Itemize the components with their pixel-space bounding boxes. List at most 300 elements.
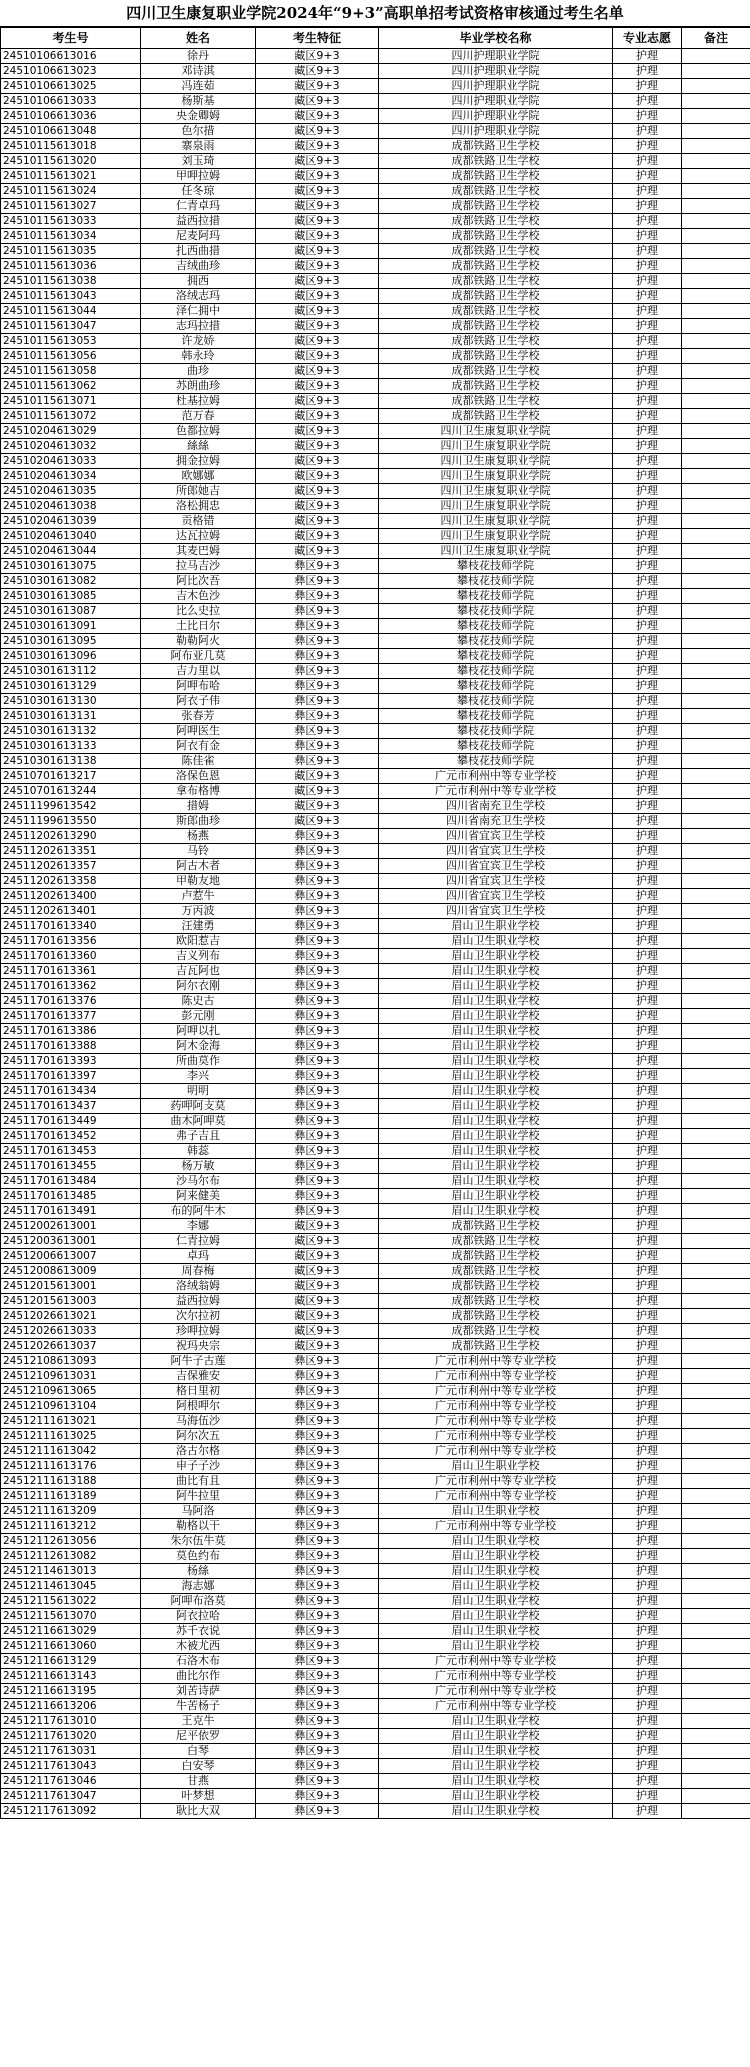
cell-exam-id: 24510115613058 [1, 364, 141, 379]
cell-school: 眉山卫生职业学校 [379, 1069, 613, 1084]
cell-feature: 彝区9+3 [256, 1054, 379, 1069]
cell-name: 扎西曲措 [141, 244, 256, 259]
cell-major: 护理 [613, 589, 682, 604]
table-row [1, 679, 750, 694]
cell-exam-id: 24511701613388 [1, 1039, 141, 1054]
cell-exam-id: 24510204613029 [1, 424, 141, 439]
cell-exam-id: 24511701613360 [1, 949, 141, 964]
cell-exam-id: 24510115613072 [1, 409, 141, 424]
cell-exam-id: 24510106613025 [1, 79, 141, 94]
cell-name: 拥金拉姆 [141, 454, 256, 469]
cell-school: 四川护理职业学院 [379, 49, 613, 64]
cell-major: 护理 [613, 619, 682, 634]
cell-school: 攀枝花技师学院 [379, 559, 613, 574]
cell-major: 护理 [613, 859, 682, 874]
cell-name: 莫色约布 [141, 1549, 256, 1564]
cell-major: 护理 [613, 394, 682, 409]
cell-name: 牛苦杨子 [141, 1699, 256, 1714]
cell-remark [682, 1159, 750, 1174]
table-row [1, 484, 750, 499]
cell-remark [682, 274, 750, 289]
cell-feature: 彝区9+3 [256, 664, 379, 679]
cell-major: 护理 [613, 1414, 682, 1429]
cell-major: 护理 [613, 1144, 682, 1159]
cell-major: 护理 [613, 874, 682, 889]
cell-remark [682, 1384, 750, 1399]
cell-remark [682, 1504, 750, 1519]
cell-school: 四川护理职业学院 [379, 64, 613, 79]
cell-exam-id: 24510701613217 [1, 769, 141, 784]
table-row [1, 1804, 750, 1819]
table-row [1, 49, 750, 64]
table-row [1, 244, 750, 259]
cell-feature: 彝区9+3 [256, 694, 379, 709]
cell-name: 阿根呷尔 [141, 1399, 256, 1414]
cell-school: 成都铁路卫生学校 [379, 1294, 613, 1309]
cell-major: 护理 [613, 484, 682, 499]
cell-school: 眉山卫生职业学校 [379, 1744, 613, 1759]
cell-name: 杨万敏 [141, 1159, 256, 1174]
table-row [1, 289, 750, 304]
cell-name: 曲木阿呷莫 [141, 1114, 256, 1129]
cell-name: 阿尔衣刚 [141, 979, 256, 994]
cell-name: 阿木金海 [141, 1039, 256, 1054]
cell-exam-id: 24512114613013 [1, 1564, 141, 1579]
cell-school: 四川护理职业学院 [379, 124, 613, 139]
cell-name: 色都拉姆 [141, 424, 256, 439]
cell-remark [682, 1069, 750, 1084]
table-row [1, 1099, 750, 1114]
cell-major: 护理 [613, 334, 682, 349]
table-row [1, 1174, 750, 1189]
cell-feature: 彝区9+3 [256, 1204, 379, 1219]
cell-major: 护理 [613, 1054, 682, 1069]
cell-exam-id: 24512112613082 [1, 1549, 141, 1564]
table-row [1, 859, 750, 874]
table-row [1, 1789, 750, 1804]
cell-school: 成都铁路卫生学校 [379, 169, 613, 184]
table-row [1, 1129, 750, 1144]
cell-school: 成都铁路卫生学校 [379, 184, 613, 199]
cell-name: 甲勒友地 [141, 874, 256, 889]
cell-school: 四川卫生康复职业学院 [379, 544, 613, 559]
table-row [1, 394, 750, 409]
cell-name: 阿古木者 [141, 859, 256, 874]
cell-exam-id: 24512026613037 [1, 1339, 141, 1354]
cell-name: 刘苦诗萨 [141, 1684, 256, 1699]
table-row [1, 79, 750, 94]
cell-name: 卓玛 [141, 1249, 256, 1264]
cell-feature: 彝区9+3 [256, 829, 379, 844]
cell-major: 护理 [613, 979, 682, 994]
table-row [1, 229, 750, 244]
table-row [1, 1249, 750, 1264]
cell-name: 阿尔次五 [141, 1429, 256, 1444]
cell-exam-id: 24511701613362 [1, 979, 141, 994]
cell-feature: 藏区9+3 [256, 229, 379, 244]
cell-feature: 藏区9+3 [256, 169, 379, 184]
cell-feature: 彝区9+3 [256, 1489, 379, 1504]
cell-school: 广元市利州中等专业学校 [379, 1654, 613, 1669]
cell-feature: 彝区9+3 [256, 859, 379, 874]
table-row [1, 604, 750, 619]
cell-feature: 藏区9+3 [256, 409, 379, 424]
cell-feature: 彝区9+3 [256, 904, 379, 919]
cell-exam-id: 24510115613071 [1, 394, 141, 409]
cell-school: 眉山卫生职业学校 [379, 1144, 613, 1159]
cell-feature: 彝区9+3 [256, 1084, 379, 1099]
cell-major: 护理 [613, 649, 682, 664]
cell-school: 广元市利州中等专业学校 [379, 1699, 613, 1714]
cell-feature: 藏区9+3 [256, 259, 379, 274]
cell-remark [682, 1114, 750, 1129]
cell-feature: 藏区9+3 [256, 1264, 379, 1279]
cell-school: 眉山卫生职业学校 [379, 1594, 613, 1609]
table-row [1, 199, 750, 214]
table-row [1, 994, 750, 1009]
cell-major: 护理 [613, 409, 682, 424]
cell-remark [682, 964, 750, 979]
cell-remark [682, 934, 750, 949]
cell-remark [682, 364, 750, 379]
table-row [1, 529, 750, 544]
table-row [1, 1654, 750, 1669]
cell-feature: 彝区9+3 [256, 1639, 379, 1654]
cell-exam-id: 24511202613400 [1, 889, 141, 904]
cell-name: 白琴 [141, 1744, 256, 1759]
cell-school: 四川省宜宾卫生学校 [379, 859, 613, 874]
cell-school: 眉山卫生职业学校 [379, 949, 613, 964]
cell-remark [682, 559, 750, 574]
cell-name: 仁青拉姆 [141, 1234, 256, 1249]
header-major: 专业志愿 [613, 28, 682, 49]
table-row [1, 619, 750, 634]
cell-feature: 彝区9+3 [256, 1624, 379, 1639]
cell-school: 四川省宜宾卫生学校 [379, 889, 613, 904]
table-row [1, 889, 750, 904]
cell-name: 马铃 [141, 844, 256, 859]
cell-school: 攀枝花技师学院 [379, 724, 613, 739]
cell-school: 眉山卫生职业学校 [379, 1099, 613, 1114]
cell-name: 阿呷医生 [141, 724, 256, 739]
cell-feature: 藏区9+3 [256, 454, 379, 469]
cell-exam-id: 24512116613206 [1, 1699, 141, 1714]
cell-remark [682, 289, 750, 304]
cell-exam-id: 24510115613034 [1, 229, 141, 244]
cell-school: 眉山卫生职业学校 [379, 1759, 613, 1774]
cell-school: 眉山卫生职业学校 [379, 1024, 613, 1039]
table-row [1, 154, 750, 169]
table-row [1, 1459, 750, 1474]
cell-remark [682, 184, 750, 199]
cell-remark [682, 1174, 750, 1189]
cell-remark [682, 1129, 750, 1144]
cell-feature: 彝区9+3 [256, 724, 379, 739]
cell-name: 弗子吉且 [141, 1129, 256, 1144]
cell-exam-id: 24510115613021 [1, 169, 141, 184]
table-row [1, 964, 750, 979]
cell-major: 护理 [613, 1354, 682, 1369]
cell-remark [682, 409, 750, 424]
cell-major: 护理 [613, 1219, 682, 1234]
table-row [1, 469, 750, 484]
cell-feature: 彝区9+3 [256, 949, 379, 964]
table-row [1, 139, 750, 154]
cell-name: 其麦巴姆 [141, 544, 256, 559]
cell-feature: 藏区9+3 [256, 1339, 379, 1354]
cell-feature: 彝区9+3 [256, 1414, 379, 1429]
cell-exam-id: 24512015613003 [1, 1294, 141, 1309]
cell-feature: 彝区9+3 [256, 1504, 379, 1519]
table-row [1, 1759, 750, 1774]
cell-major: 护理 [613, 1744, 682, 1759]
cell-name: 甘燕 [141, 1774, 256, 1789]
cell-remark [682, 1009, 750, 1024]
cell-remark [682, 469, 750, 484]
cell-exam-id: 24510301613095 [1, 634, 141, 649]
cell-name: 吉义列布 [141, 949, 256, 964]
table-row [1, 1294, 750, 1309]
cell-name: 耿比大双 [141, 1804, 256, 1819]
cell-exam-id: 24511701613484 [1, 1174, 141, 1189]
cell-major: 护理 [613, 439, 682, 454]
cell-school: 成都铁路卫生学校 [379, 244, 613, 259]
cell-exam-id: 24511701613361 [1, 964, 141, 979]
cell-name: 吉绒曲珍 [141, 259, 256, 274]
cell-remark [682, 109, 750, 124]
cell-major: 护理 [613, 79, 682, 94]
cell-school: 成都铁路卫生学校 [379, 1234, 613, 1249]
cell-major: 护理 [613, 919, 682, 934]
cell-school: 四川卫生康复职业学院 [379, 454, 613, 469]
table-row [1, 979, 750, 994]
cell-school: 成都铁路卫生学校 [379, 199, 613, 214]
cell-exam-id: 24510301613133 [1, 739, 141, 754]
cell-school: 攀枝花技师学院 [379, 754, 613, 769]
cell-remark [682, 169, 750, 184]
cell-feature: 藏区9+3 [256, 124, 379, 139]
cell-major: 护理 [613, 1519, 682, 1534]
cell-name: 石洛木布 [141, 1654, 256, 1669]
cell-name: 阿来健美 [141, 1189, 256, 1204]
cell-major: 护理 [613, 769, 682, 784]
cell-major: 护理 [613, 364, 682, 379]
cell-exam-id: 24512111613025 [1, 1429, 141, 1444]
cell-major: 护理 [613, 319, 682, 334]
table-row [1, 574, 750, 589]
cell-major: 护理 [613, 1249, 682, 1264]
cell-remark [682, 544, 750, 559]
cell-feature: 彝区9+3 [256, 754, 379, 769]
cell-exam-id: 24511701613376 [1, 994, 141, 1009]
cell-school: 四川护理职业学院 [379, 79, 613, 94]
cell-major: 护理 [613, 109, 682, 124]
cell-major: 护理 [613, 94, 682, 109]
cell-name: 韩蕊 [141, 1144, 256, 1159]
cell-feature: 彝区9+3 [256, 1474, 379, 1489]
cell-remark [682, 139, 750, 154]
cell-feature: 藏区9+3 [256, 289, 379, 304]
cell-school: 四川省宜宾卫生学校 [379, 844, 613, 859]
cell-name: 勒格以干 [141, 1519, 256, 1534]
table-row [1, 1084, 750, 1099]
table-row [1, 1564, 750, 1579]
cell-feature: 彝区9+3 [256, 1099, 379, 1114]
cell-major: 护理 [613, 124, 682, 139]
cell-exam-id: 24510204613033 [1, 454, 141, 469]
cell-major: 护理 [613, 934, 682, 949]
cell-feature: 彝区9+3 [256, 1459, 379, 1474]
cell-exam-id: 24512109613104 [1, 1399, 141, 1414]
table-row [1, 1369, 750, 1384]
cell-major: 护理 [613, 709, 682, 724]
table-row [1, 769, 750, 784]
cell-exam-id: 24510115613056 [1, 349, 141, 364]
cell-exam-id: 24511701613452 [1, 1129, 141, 1144]
header-school: 毕业学校名称 [379, 28, 613, 49]
cell-name: 万丙波 [141, 904, 256, 919]
cell-remark [682, 49, 750, 64]
cell-exam-id: 24510106613036 [1, 109, 141, 124]
cell-exam-id: 24512111613188 [1, 1474, 141, 1489]
cell-name: 比么史拉 [141, 604, 256, 619]
cell-feature: 彝区9+3 [256, 1399, 379, 1414]
cell-remark [682, 424, 750, 439]
cell-major: 护理 [613, 1159, 682, 1174]
cell-exam-id: 24512112613056 [1, 1534, 141, 1549]
cell-major: 护理 [613, 1114, 682, 1129]
table-row [1, 664, 750, 679]
cell-school: 成都铁路卫生学校 [379, 304, 613, 319]
cell-major: 护理 [613, 1399, 682, 1414]
cell-exam-id: 24510301613112 [1, 664, 141, 679]
cell-school: 眉山卫生职业学校 [379, 1639, 613, 1654]
cell-remark [682, 574, 750, 589]
applicant-table [0, 27, 750, 1819]
cell-remark [682, 124, 750, 139]
cell-name: 药呷阿支莫 [141, 1099, 256, 1114]
cell-name: 洛古尔格 [141, 1444, 256, 1459]
cell-remark [682, 1729, 750, 1744]
cell-name: 李兴 [141, 1069, 256, 1084]
cell-name: 杨燕 [141, 829, 256, 844]
cell-name: 陈佳雀 [141, 754, 256, 769]
cell-feature: 彝区9+3 [256, 649, 379, 664]
cell-name: 明明 [141, 1084, 256, 1099]
cell-remark [682, 1774, 750, 1789]
cell-exam-id: 24511701613377 [1, 1009, 141, 1024]
table-row [1, 1444, 750, 1459]
cell-exam-id: 24510204613035 [1, 484, 141, 499]
cell-school: 四川省宜宾卫生学校 [379, 904, 613, 919]
cell-exam-id: 24512008613009 [1, 1264, 141, 1279]
cell-name: 央金卿姆 [141, 109, 256, 124]
cell-school: 攀枝花技师学院 [379, 709, 613, 724]
cell-major: 护理 [613, 1039, 682, 1054]
cell-name: 所郎她吉 [141, 484, 256, 499]
cell-major: 护理 [613, 1324, 682, 1339]
cell-feature: 彝区9+3 [256, 1039, 379, 1054]
cell-school: 成都铁路卫生学校 [379, 154, 613, 169]
cell-school: 攀枝花技师学院 [379, 619, 613, 634]
cell-name: 斯郎曲珍 [141, 814, 256, 829]
cell-feature: 彝区9+3 [256, 1009, 379, 1024]
cell-school: 眉山卫生职业学校 [379, 934, 613, 949]
cell-remark [682, 1534, 750, 1549]
cell-school: 四川护理职业学院 [379, 94, 613, 109]
table-row [1, 379, 750, 394]
cell-exam-id: 24510115613043 [1, 289, 141, 304]
cell-major: 护理 [613, 1309, 682, 1324]
cell-school: 眉山卫生职业学校 [379, 1624, 613, 1639]
cell-feature: 藏区9+3 [256, 1324, 379, 1339]
cell-major: 护理 [613, 1789, 682, 1804]
cell-feature: 彝区9+3 [256, 1354, 379, 1369]
cell-name: 贡格错 [141, 514, 256, 529]
cell-name: 洛保色恩 [141, 769, 256, 784]
cell-name: 阿衣有金 [141, 739, 256, 754]
cell-major: 护理 [613, 154, 682, 169]
cell-name: 色尔措 [141, 124, 256, 139]
cell-name: 絲絲 [141, 439, 256, 454]
cell-feature: 藏区9+3 [256, 379, 379, 394]
cell-feature: 藏区9+3 [256, 334, 379, 349]
cell-name: 阿布亚几莫 [141, 649, 256, 664]
cell-major: 护理 [613, 1369, 682, 1384]
cell-exam-id: 24510115613027 [1, 199, 141, 214]
table-row [1, 1519, 750, 1534]
cell-school: 眉山卫生职业学校 [379, 1804, 613, 1819]
table-row [1, 694, 750, 709]
cell-name: 拉马吉沙 [141, 559, 256, 574]
cell-exam-id: 24512108613093 [1, 1354, 141, 1369]
table-row [1, 754, 750, 769]
cell-major: 护理 [613, 1579, 682, 1594]
cell-school: 成都铁路卫生学校 [379, 1279, 613, 1294]
cell-major: 护理 [613, 1069, 682, 1084]
cell-major: 护理 [613, 679, 682, 694]
cell-exam-id: 24511701613356 [1, 934, 141, 949]
cell-remark [682, 484, 750, 499]
cell-feature: 彝区9+3 [256, 1699, 379, 1714]
cell-name: 洛松拥忠 [141, 499, 256, 514]
cell-exam-id: 24512111613042 [1, 1444, 141, 1459]
table-row [1, 94, 750, 109]
cell-feature: 彝区9+3 [256, 1144, 379, 1159]
cell-remark [682, 319, 750, 334]
cell-feature: 彝区9+3 [256, 1804, 379, 1819]
cell-major: 护理 [613, 529, 682, 544]
cell-name: 杜基拉姆 [141, 394, 256, 409]
cell-feature: 彝区9+3 [256, 604, 379, 619]
cell-feature: 藏区9+3 [256, 214, 379, 229]
cell-major: 护理 [613, 1729, 682, 1744]
table-row [1, 319, 750, 334]
cell-remark [682, 64, 750, 79]
table-row [1, 409, 750, 424]
cell-remark [682, 1084, 750, 1099]
table-row [1, 1609, 750, 1624]
cell-remark [682, 1219, 750, 1234]
table-row [1, 439, 750, 454]
cell-exam-id: 24511701613340 [1, 919, 141, 934]
cell-feature: 藏区9+3 [256, 1219, 379, 1234]
cell-name: 所曲莫作 [141, 1054, 256, 1069]
cell-exam-id: 24510106613023 [1, 64, 141, 79]
cell-major: 护理 [613, 49, 682, 64]
header-remark: 备注 [682, 28, 750, 49]
cell-exam-id: 24511199613542 [1, 799, 141, 814]
